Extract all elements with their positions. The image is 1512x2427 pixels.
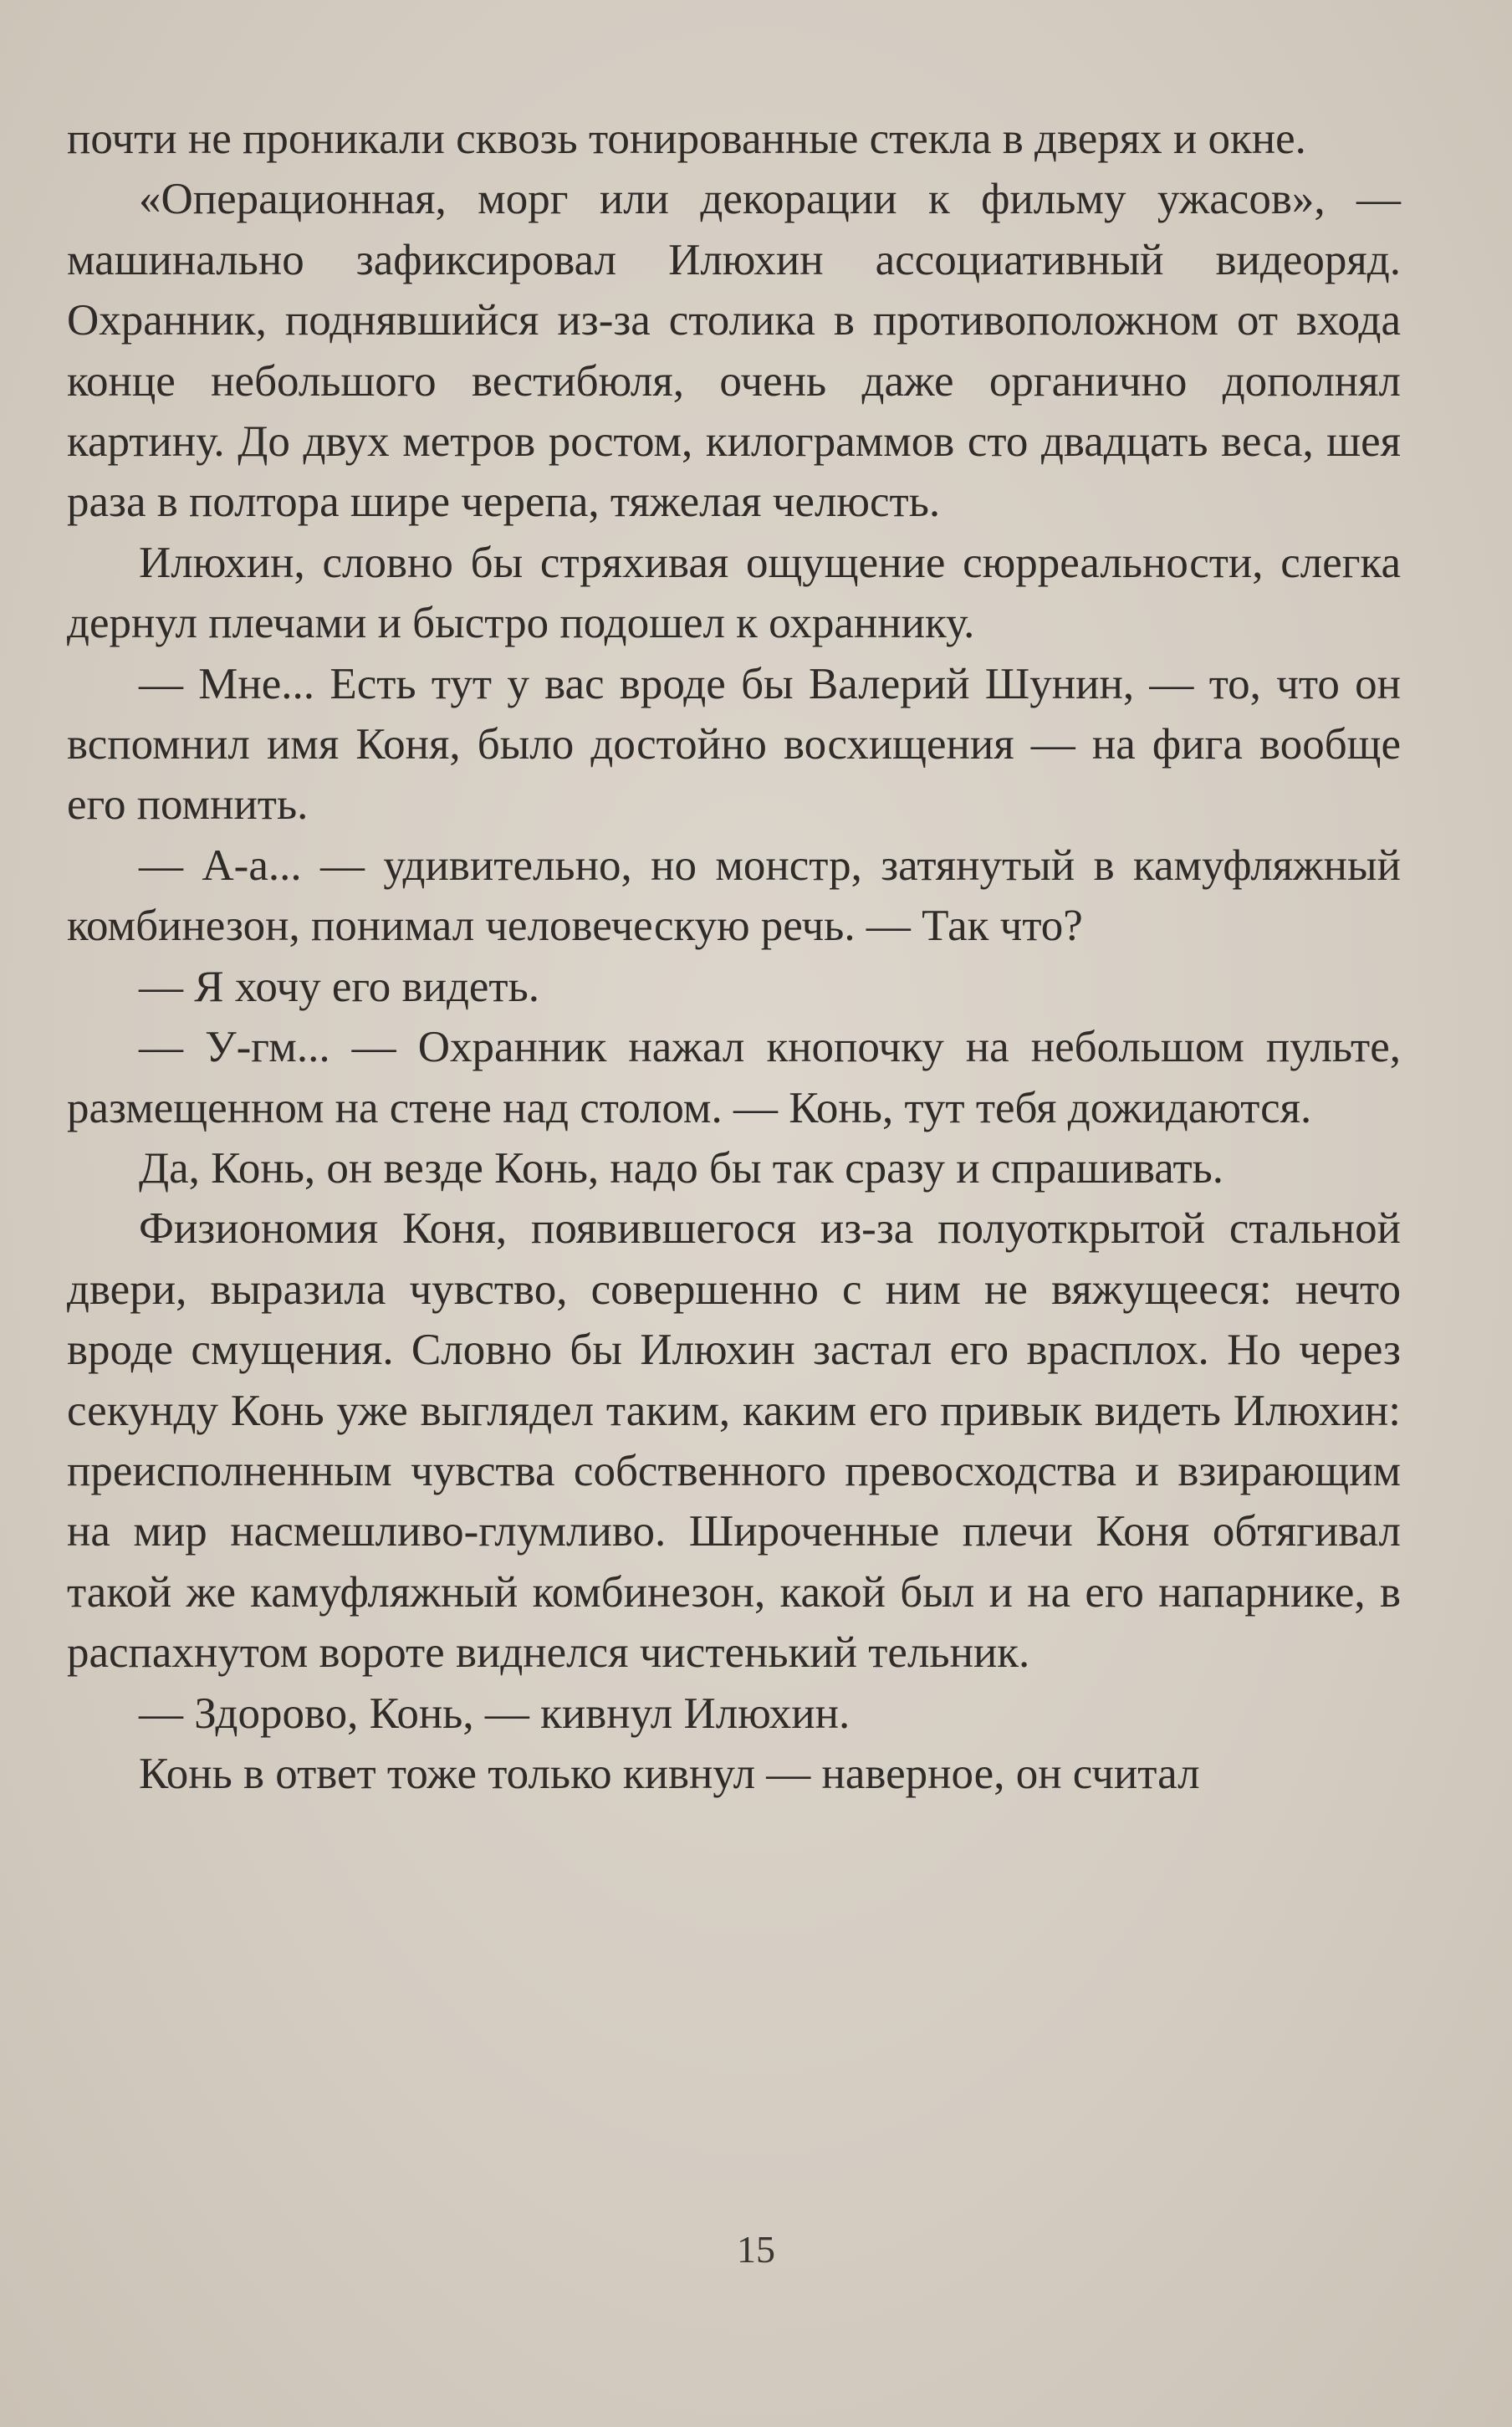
paragraph: — Здорово, Конь, — кивнул Илюхин. xyxy=(139,1689,850,1738)
paragraph: почти не проникали сквозь тонированные стекла в дверях и окне. xyxy=(67,115,1306,163)
page-number: 15 xyxy=(737,2228,775,2271)
paragraph: — А-а... — удивительно, но монстр, затянутый в камуфляжный комбинезон, понимал человеческую речь. — Так что? xyxy=(67,841,1401,951)
paragraph: «Операционная, морг или декорации к фильму ужасов», — машинально зафиксировал Илюхин ассоциативный видеоряд. Охранник, поднявшийся из-за столика в противоположном от входа конце небольшого вестибюля, очень даже органично дополнял картину. До двух метров ростом, килограммов сто двадцать веса, шея раза в полтора шире черепа, тяжелая челюсть. xyxy=(67,175,1401,527)
paragraph: — Я хочу его видеть. xyxy=(139,962,540,1011)
paragraph: — Мне... Есть тут у вас вроде бы Валерий Шунин, — то, что он вспомнил имя Коня, было достойно восхищения — на фига вообще его помнить. xyxy=(67,659,1401,830)
paragraph: Илюхин, словно бы стряхивая ощущение сюрреальности, слегка дернул плечами и быстро подошел к охраннику. xyxy=(67,538,1401,648)
paragraph: Конь в ответ тоже только кивнул — наверное, он считал xyxy=(139,1749,1200,1798)
paragraph: Физиономия Коня, появившегося из-за полуоткрытой стальной двери, выразила чувство, совершенно с ним не вяжущееся: нечто вроде смущения. Словно бы Илюхин застал его врасплох. Но через секунду Конь уже выглядел таким, каким его привык видеть Илюхин: преисполненным чувства собственного превосходства и взирающим на мир насмешливо-глумливо. Широченные плечи Коня обтягивал такой же камуфляжный комбинезон, какой был и на его напарнике, в распахнутом вороте виднелся чистенький тельник. xyxy=(67,1204,1401,1678)
paragraph: Да, Конь, он везде Конь, надо бы так сразу и спрашивать. xyxy=(139,1143,1224,1193)
paragraph: — У-гм... — Охранник нажал кнопочку на небольшом пульте, размещенном на стене над столом. — Конь, тут тебя дожидаются. xyxy=(67,1023,1401,1132)
body-text xyxy=(67,109,1401,1804)
